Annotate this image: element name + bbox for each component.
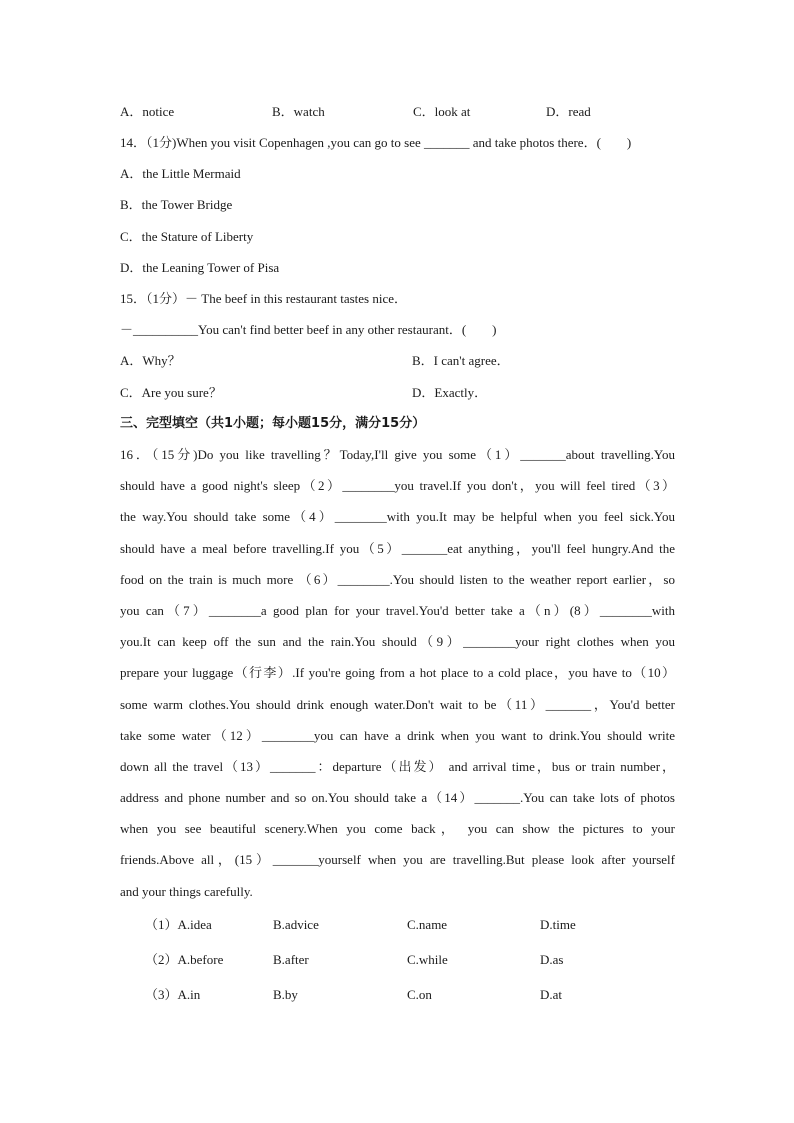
q13-option-d[interactable]: D．read <box>546 104 591 119</box>
passage-line: you.It can keep off the sun and the rain.You should（9）________your right clothes when you <box>120 634 675 650</box>
section3-heading: 三、完型填空（共1小题；每小题15分，满分15分） <box>120 416 426 431</box>
q16-1-option-c[interactable]: C.name <box>407 917 448 932</box>
q15-option-d[interactable]: D．Exactly． <box>412 385 488 400</box>
q13-option-c[interactable]: C．look at <box>413 104 471 119</box>
passage-line: 16．（15分)Do you like travelling？Today,I'll give you some（1）_______about travelling.You <box>120 447 675 462</box>
q16-3-option-a[interactable]: （3）A.in <box>145 987 201 1002</box>
q16-1-option-b[interactable]: B.advice <box>273 917 319 932</box>
passage-line: should have a meal before travelling.If you（5）_______eat anything，you'll feel hungry.And the <box>120 540 675 556</box>
q16-3-option-d[interactable]: D.at <box>540 987 563 1002</box>
q16-2-option-d[interactable]: D.as <box>540 952 564 967</box>
passage-line: friends.Above all，(15）_______yourself when you are travelling.But please look after yourself <box>120 852 675 868</box>
passage-line: food on the train is much more （6）________.You should listen to the weather report earlier，so <box>120 571 675 587</box>
passage-line: you can（7）________a good plan for your travel.You'd better take a（n）(8）________with <box>120 602 675 618</box>
q14-option-d[interactable]: D．the Leaning Tower of Pisa <box>120 260 280 275</box>
q16-2-option-a[interactable]: （2）A.before <box>145 952 224 967</box>
q15-stem-line1: 15．（1分）－ The beef in this restaurant tastes nice． <box>120 291 408 306</box>
passage-line: address and phone number and so on.You should take a（14）_______.You can take lots of photos <box>120 790 675 806</box>
q15-stem-line2: －__________You can't find better beef in any other restaurant．( ) <box>120 322 497 337</box>
passage-line: and your things carefully. <box>120 883 253 899</box>
q14-stem: 14．（1分)When you visit Copenhagen ,you can go to see _______ and take photos there．( ) <box>120 135 632 150</box>
q16-2-option-b[interactable]: B.after <box>273 952 309 967</box>
q16-passage <box>120 445 675 913</box>
q16-1-option-a[interactable]: （1）A.idea <box>145 917 212 932</box>
q15-option-c[interactable]: C．Are you sure？ <box>120 385 222 400</box>
passage-line: some warm clothes.You should drink enough water.Don't wait to be（11）_______，You'd better <box>120 696 675 712</box>
passage-line: prepare your luggage（行李）.If you're going from a hot place to a cold place，you have to（10） <box>120 665 675 681</box>
q15-option-a[interactable]: A．Why？ <box>120 353 181 368</box>
passage-line: the way.You should take some（4）________with you.It may be helpful when you feel sick.You <box>120 509 675 525</box>
q15-option-b[interactable]: B．I can't agree． <box>412 353 510 368</box>
q16-2-option-c[interactable]: C.while <box>407 952 448 967</box>
q13-option-a[interactable]: A．notice <box>120 104 175 119</box>
q16-1-option-d[interactable]: D.time <box>540 917 576 932</box>
q16-3-option-b[interactable]: B.by <box>273 987 298 1002</box>
passage-line: when you see beautiful scenery.When you come back， you can show the pictures to your <box>120 821 675 837</box>
passage-line: down all the travel（13）_______：departure（出发） and arrival time，bus or train number， <box>120 758 675 774</box>
q16-3-option-c[interactable]: C.on <box>407 987 432 1002</box>
passage-line: should have a good night's sleep（2）________you travel.If you don't，you will feel tired（3） <box>120 478 675 494</box>
q14-option-a[interactable]: A．the Little Mermaid <box>120 166 241 181</box>
q13-option-b[interactable]: B．watch <box>272 104 325 119</box>
q14-option-b[interactable]: B．the Tower Bridge <box>120 197 233 212</box>
q14-option-c[interactable]: C．the Stature of Liberty <box>120 229 254 244</box>
passage-line: take some water（12）________you can have a drink when you want to drink.You should write <box>120 727 675 743</box>
